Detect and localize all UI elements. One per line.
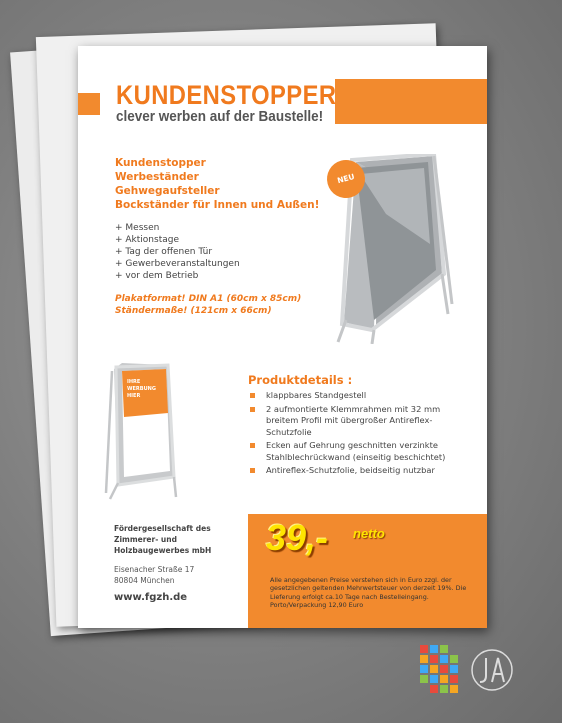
flyer-subtitle: clever werben auf der Baustelle! bbox=[116, 108, 324, 125]
price-suffix: netto bbox=[353, 526, 385, 541]
header-accent-left bbox=[78, 93, 100, 115]
bullet-icon bbox=[250, 443, 255, 448]
detail-text: klappbares Standgestell bbox=[266, 390, 367, 400]
sample-poster-text: IHRE bbox=[127, 379, 141, 385]
company-line: Fördergesellschaft des bbox=[114, 524, 211, 533]
stand-size: Ständermaße! (121cm x 66cm) bbox=[115, 306, 272, 316]
feature-item: Bockständer für Innen und Außen! bbox=[115, 199, 320, 211]
bullet-icon bbox=[250, 407, 255, 412]
product-details-list bbox=[250, 390, 470, 479]
size-info bbox=[115, 293, 301, 317]
poster-size: Plakatformat! DIN A1 (60cm x 85cm) bbox=[115, 294, 302, 304]
company-address bbox=[114, 564, 194, 586]
occasion-list bbox=[115, 222, 240, 282]
company-line: Holzbaugewerbes mbH bbox=[114, 546, 212, 555]
header-accent-bar bbox=[335, 79, 487, 124]
detail-text: 2 aufmontierte Klemmrahmen mit 32 mm breitem Profil mit übergroßer Antireflex-Schutzfolie bbox=[266, 403, 441, 437]
occasion-item: + Tag der offenen Tür bbox=[115, 247, 213, 257]
price-amount: 39,- bbox=[266, 517, 329, 558]
sample-poster-text: WERBUNG bbox=[127, 386, 156, 392]
flyer-title: KUNDENSTOPPER bbox=[116, 80, 337, 110]
company-name bbox=[114, 523, 211, 556]
flyer bbox=[78, 46, 487, 628]
feature-item: Werbeständer bbox=[115, 171, 199, 183]
occasion-item: + Messen bbox=[115, 223, 160, 233]
sample-poster-stand-image bbox=[104, 361, 178, 501]
feature-item: Kundenstopper bbox=[115, 157, 206, 169]
detail-item bbox=[250, 465, 470, 477]
bullet-icon bbox=[250, 468, 255, 473]
detail-item bbox=[250, 404, 470, 439]
address-city: 80804 München bbox=[114, 576, 175, 585]
occasion-item: + vor dem Betrieb bbox=[115, 271, 199, 281]
company-line: Zimmerer- und bbox=[114, 535, 177, 544]
ja-monogram-logo-icon bbox=[470, 648, 514, 692]
detail-text: Antireflex-Schutzfolie, beidseitig nutzbar bbox=[266, 465, 435, 475]
new-badge: NEU bbox=[323, 156, 370, 203]
detail-text: Ecken auf Gehrung geschnitten verzinkte Stahlblechrückwand (einseitig beschichtet) bbox=[266, 440, 446, 462]
occasion-item: + Aktionstage bbox=[115, 235, 179, 245]
detail-item bbox=[250, 440, 470, 463]
address-street: Eisenacher Straße 17 bbox=[114, 565, 195, 574]
price-disclaimer: Alle angegebenen Preise verstehen sich in Euro zzgl. der gesetzlichen geltenden Mehrwertsteuer von derzeit 19%. Die Lieferung erfolgt ca.10 Tage nach Bestelleingang. Porto/Verpackung 12,90 Euro bbox=[270, 576, 467, 609]
detail-item bbox=[250, 390, 470, 402]
bullet-icon bbox=[250, 393, 255, 398]
feature-list bbox=[115, 156, 319, 212]
product-details-title: Produktdetails : bbox=[248, 373, 353, 387]
occasion-item: + Gewerbeveranstaltungen bbox=[115, 259, 240, 269]
sample-poster-text: HIER bbox=[127, 393, 141, 399]
website-link[interactable]: www.fgzh.de bbox=[114, 592, 188, 603]
pixel-logo-icon bbox=[420, 645, 458, 693]
feature-item: Gehwegaufsteller bbox=[115, 185, 220, 197]
